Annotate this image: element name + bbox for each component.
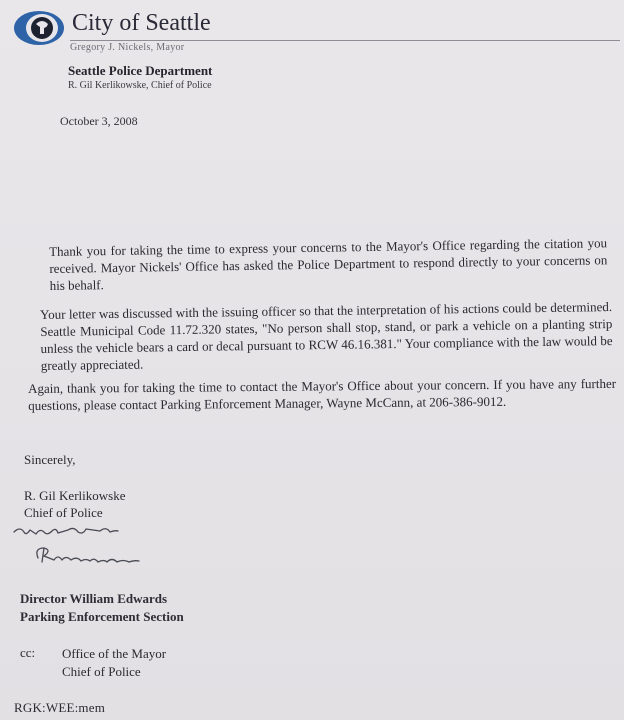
- department-name: Seattle Police Department: [68, 63, 213, 78]
- letter-date: October 3, 2008: [60, 114, 138, 128]
- cc-recipient: Office of the Mayor: [62, 646, 167, 661]
- body-paragraph-3: Again, thank you for taking the time to contact the Mayor's Office about your concern. If you have any further questions, please contact Parking Enforcement Manager, Wayne McCann, at 206-386-9012.: [28, 375, 617, 413]
- letterhead-rule: [70, 40, 620, 41]
- mayor-line: Gregory J. Nickels, Mayor: [70, 42, 185, 53]
- signatory-name: R. Gil Kerlikowske: [24, 488, 126, 503]
- body-paragraph-1: Thank you for taking the time to express your concerns to the Mayor's Office regarding the citation you received. Mayor Nickels' Office has asked the Police Department to respond directly to your concerns on his behalf.: [49, 235, 608, 293]
- city-name: City of Seattle: [72, 10, 211, 36]
- director-section: Parking Enforcement Section: [20, 609, 184, 624]
- closing-salutation: Sincerely,: [24, 452, 76, 467]
- chief-of-police-line: R. Gil Kerlikowske, Chief of Police: [68, 80, 212, 91]
- signatory-title: Chief of Police: [24, 505, 103, 520]
- body-paragraph-2: Your letter was discussed with the issuing officer so that the interpretation of his actions could be determined. Seattle Municipal Code 11.72.320 states, "No person shall stop, stand, or park a vehicle on a planting strip unless the vehicle bears a card or decal pursuant to RCW 46.16.381." Your compliance with the law would be greatly appreciated.: [40, 299, 613, 373]
- director-name: Director William Edwards: [20, 591, 168, 606]
- city-seal-logo-icon: [12, 6, 70, 50]
- handwritten-signature-icon: [10, 518, 220, 570]
- cc-recipient-list: [62, 645, 166, 681]
- signatory-block: [24, 487, 125, 521]
- reference-initials: RGK:WEE:mem: [14, 700, 106, 715]
- director-block: [20, 590, 184, 626]
- cc-label: cc:: [20, 645, 36, 660]
- cc-recipient: Chief of Police: [62, 664, 141, 679]
